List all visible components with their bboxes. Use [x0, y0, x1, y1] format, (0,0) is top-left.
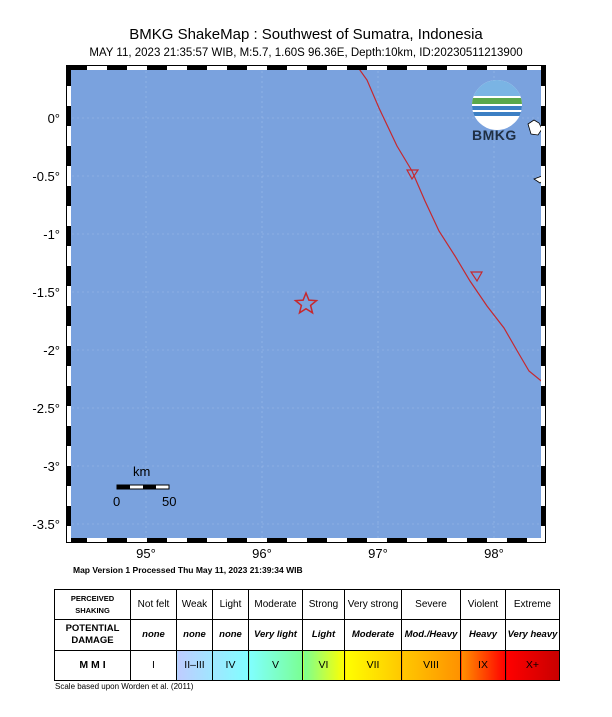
- mmi-cell: VI: [303, 650, 345, 680]
- shaking-cell: Very strong: [345, 590, 402, 620]
- damage-cell: none: [131, 620, 177, 650]
- shaking-cell: Weak: [177, 590, 213, 620]
- shaking-cell: Not felt: [131, 590, 177, 620]
- event-subtitle: MAY 11, 2023 21:35:57 WIB, M:5.7, 1.60S 96.36E, Depth:10km, ID:20230511213900: [89, 47, 523, 59]
- mmi-cell: VII: [345, 650, 402, 680]
- map-version-text: Map Version 1 Processed Thu May 11, 2023 21:39:34 WIB: [73, 565, 303, 575]
- damage-cell: Very light: [249, 620, 303, 650]
- legend-row-header: PERCEIVED SHAKING: [55, 590, 131, 620]
- lon-label: 95°: [136, 546, 156, 561]
- lon-label: 96°: [252, 546, 272, 561]
- lat-label: -1°: [43, 227, 60, 242]
- map-border-bottom: [67, 538, 545, 542]
- lon-label: 97°: [368, 546, 388, 561]
- legend-row-shaking: [55, 590, 560, 620]
- scale-note: Scale based upon Worden et al. (2011): [55, 682, 194, 691]
- epicenter-star-icon[interactable]: [296, 293, 317, 313]
- island-shape: [528, 120, 542, 135]
- damage-cell: Very heavy: [506, 620, 560, 650]
- bmkg-logo-text: BMKG: [472, 127, 517, 143]
- damage-cell: none: [213, 620, 249, 650]
- bmkg-logo: [472, 80, 522, 130]
- lat-label: -2°: [43, 343, 60, 358]
- legend-row-header: M M I: [55, 650, 131, 680]
- scale-bar-tick-label: 0: [113, 494, 121, 509]
- shaking-cell: Severe: [402, 590, 461, 620]
- lat-label: 0°: [47, 111, 60, 126]
- damage-cell: Moderate: [345, 620, 402, 650]
- shaking-cell: Extreme: [506, 590, 560, 620]
- damage-cell: Heavy: [461, 620, 506, 650]
- shaking-cell: Light: [213, 590, 249, 620]
- intensity-legend-table: [54, 589, 560, 681]
- map-border-right: [541, 66, 545, 542]
- legend-row-header: POTENTIAL DAMAGE: [55, 620, 131, 650]
- fault-triangle-marker: [471, 272, 482, 281]
- legend-row-damage: [55, 620, 560, 650]
- lat-label: -2.5°: [32, 401, 60, 416]
- lat-label: -3°: [43, 459, 60, 474]
- shaking-cell: Moderate: [249, 590, 303, 620]
- lon-label: 98°: [484, 546, 504, 561]
- scale-bar-unit: km: [133, 464, 151, 479]
- map-border-left: [67, 66, 71, 542]
- damage-cell: none: [177, 620, 213, 650]
- scale-bar-tick-label: 50: [162, 494, 177, 509]
- shaking-cell: Strong: [303, 590, 345, 620]
- scale-bar: [117, 485, 169, 489]
- mmi-cell: IV: [213, 650, 249, 680]
- mmi-cell: I: [131, 650, 177, 680]
- legend-row-mmi: [55, 650, 560, 680]
- damage-cell: Mod./Heavy: [402, 620, 461, 650]
- damage-cell: Light: [303, 620, 345, 650]
- mmi-cell: X+: [506, 650, 560, 680]
- map-title: BMKG ShakeMap : Southwest of Sumatra, Indonesia: [129, 26, 483, 43]
- mmi-cell: V: [249, 650, 303, 680]
- lat-label: -0.5°: [32, 169, 60, 184]
- lat-label: -3.5°: [32, 517, 60, 532]
- mmi-cell: IX: [461, 650, 506, 680]
- map-border-top: [67, 66, 545, 70]
- lat-label: -1.5°: [32, 285, 60, 300]
- mmi-cell: VIII: [402, 650, 461, 680]
- shaking-cell: Violent: [461, 590, 506, 620]
- mmi-cell: II–III: [177, 650, 213, 680]
